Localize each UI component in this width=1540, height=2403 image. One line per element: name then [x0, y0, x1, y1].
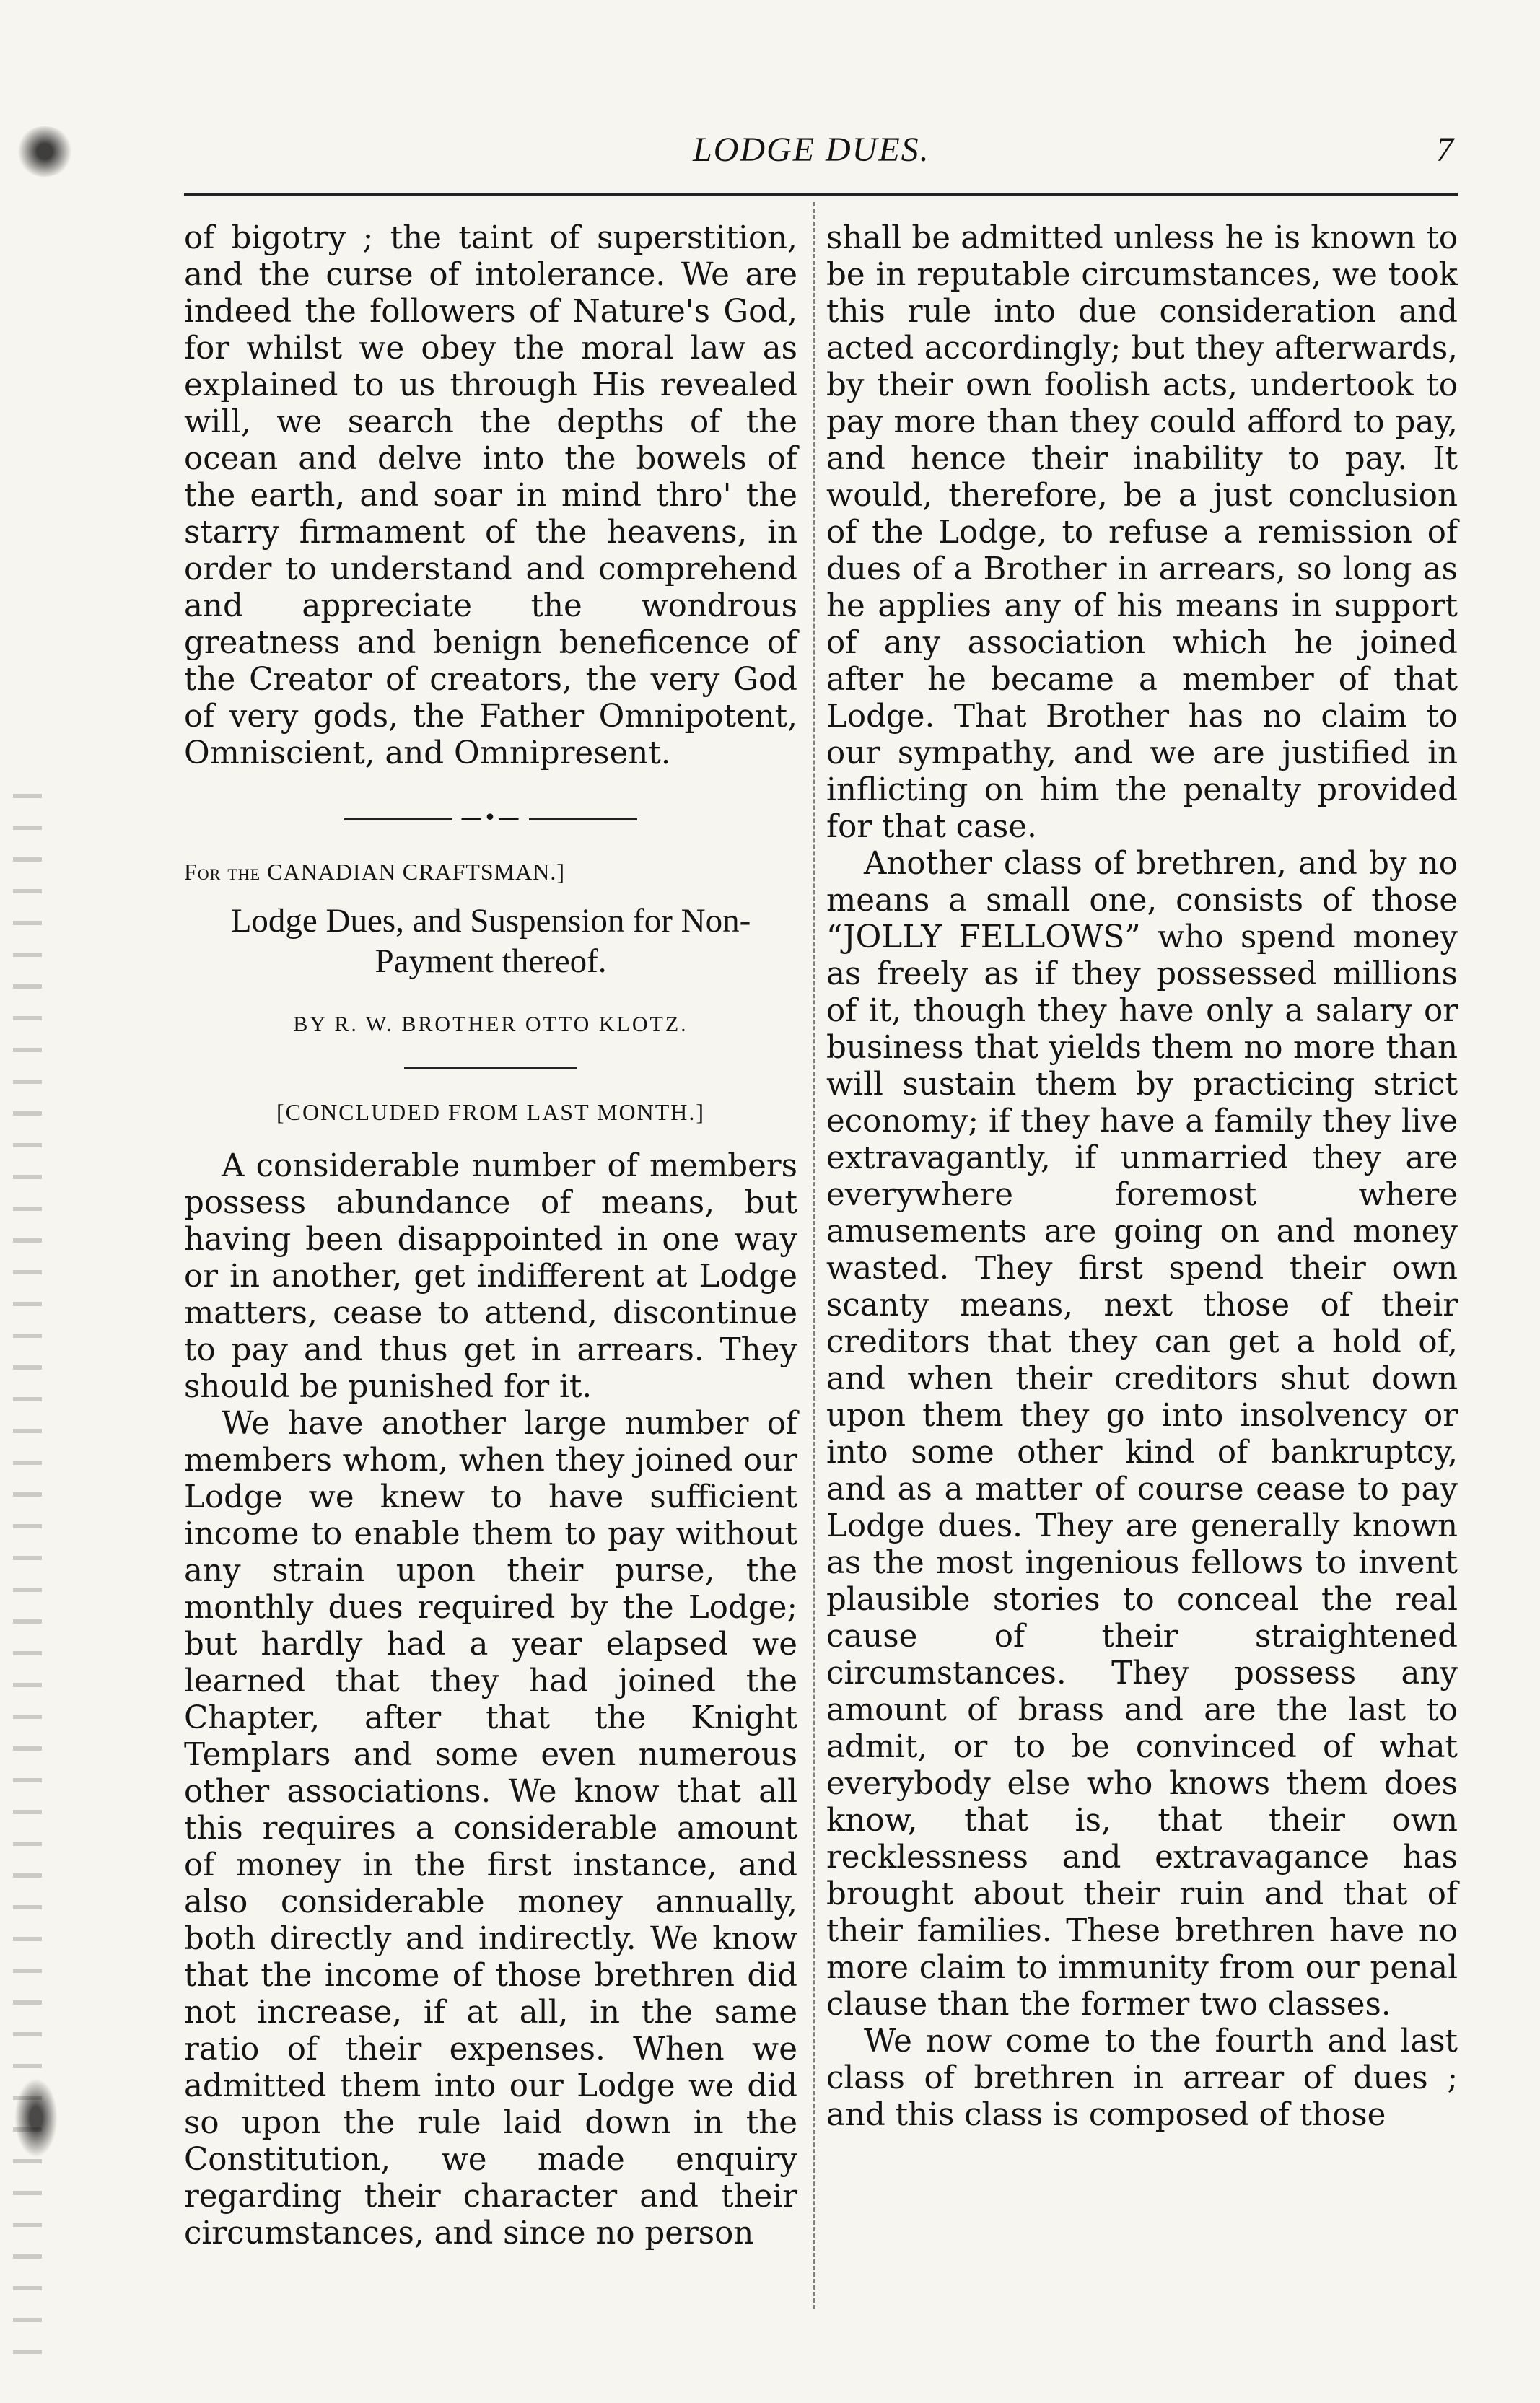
right-column — [826, 220, 1458, 2134]
byline-rule — [404, 1067, 577, 1069]
page-number: 7 — [1436, 131, 1453, 169]
body-paragraph: shall be admitted unless he is known to be in reputable circumstances, we took this rule into due consideration and acted accordingly; but they afterwards, by their own foolish acts, undertook to pay more than they could afford to pay, and hence their inability to pay. It would, therefore, be a just conclusion of the Lodge, to refuse a remission of dues of a Brother in arrears, so long as he applies any of his means in support of any association which he joined after he became a member of that Lodge. That Brother has no claim to our sympathy, and we are justified in inflicting on him the penalty provided for that case. — [826, 220, 1458, 845]
body-paragraph: Another class of brethren, and by no means a small one, consists of those “JOLLY FELLOWS” who spend money as freely as if they possessed millions of it, though they have only a salary or business that yields them no more than will sustain them by practicing strict economy; if they have a family they live extravagantly, if unmarried they are everywhere foremost where amusements are going on and money wasted. They first spend their own scanty means, next those of their creditors that they can get a hold of, and when their creditors shut down upon them they go into insolvency or into some other kind of bankruptcy, and as a matter of course cease to pay Lodge dues. They are generally known as the most ingenious fellows to invent plausible stories to conceal the real cause of their straightened circumstances. They possess any amount of brass and are the last to admit, or to be convinced of what everybody else who knows them does know, that is, that their own recklessness and extravagance has brought about their ruin and that of their families. These brethren have no more claim to immunity from our penal clause than the former two classes. — [826, 846, 1458, 2023]
header-rule — [184, 193, 1458, 196]
ornament-glyph: —•— — [460, 805, 521, 831]
body-paragraph: We now come to the fourth and last class of brethren in arrear of dues ; and this class is composed of those — [826, 2023, 1458, 2133]
ink-smudge — [14, 2078, 58, 2158]
left-column — [184, 220, 797, 2252]
continuation-note: [CONCLUDED FROM LAST MONTH.] — [276, 1099, 706, 1125]
body-paragraph: A considerable number of members possess abundance of means, but having been disappointed in one way or in another, get indifferent at Lodge matters, cease to attend, discontinue to pay and thus get in arrears. They should be punished for it. — [184, 1148, 797, 1405]
column-divider — [813, 202, 815, 2309]
ornament-rule — [529, 818, 637, 820]
article-title: Lodge Dues, and Suspension for Non-Payment thereof. — [230, 902, 751, 980]
body-paragraph: We have another large number of members whom, when they joined our Lodge we knew to have sufficient income to enable them to pay without any strain upon their purse, the monthly dues required by the Lodge; but hardly had a year elapsed we learned that they had joined the Chapter, after that the Knight Templars and some even numerous other associations. We know that all this requires a considerable amount of money in the first instance, and also considerable money annually, both directly and indirectly. We know that the income of those brethren did not increase, if at all, in the same ratio of their expenses. When we admitted them into our Lodge we did so upon the rule laid down in the Constitution, we made enquiry regarding their character and their circumstances, and since no person — [184, 1406, 797, 2251]
ornament-rule — [344, 818, 452, 820]
section-ornament — [184, 800, 797, 836]
running-head: LODGE DUES. — [693, 131, 930, 169]
opening-paragraph: of bigotry ; the taint of superstition, and the curse of intolerance. We are indeed the followers of Nature's God, for whilst we obey the moral law as explained to us through His revealed will, we search the depths of the ocean and delve into the bowels of the earth, and soar in mind thro' the starry firmament of the heavens, in order to understand and comprehend and appreciate the wondrous greatness and benign beneficence of the Creator of creators, the very God of very gods, the Father Omnipotent, Omniscient, and Omnipresent. — [184, 220, 797, 771]
ink-smudge — [16, 126, 74, 177]
source-line: For the CANADIAN CRAFTSMAN.] — [184, 859, 566, 885]
byline: BY R. W. BROTHER OTTO KLOTZ. — [293, 1012, 688, 1036]
